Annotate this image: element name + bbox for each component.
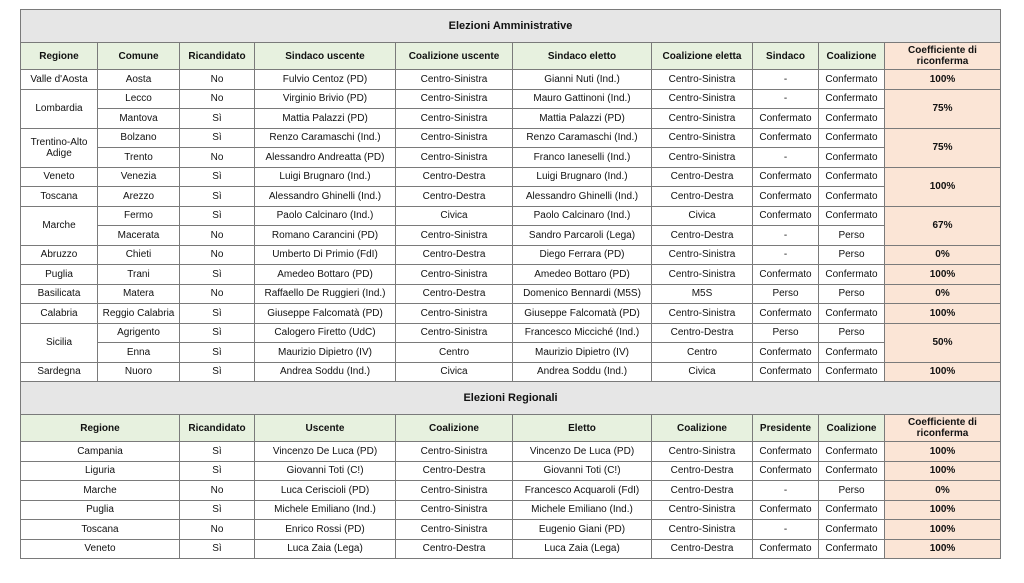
data-cell: Centro-Sinistra <box>396 323 513 343</box>
data-cell: Renzo Caramaschi (Ind.) <box>513 128 652 148</box>
coefficient-cell: 100% <box>885 70 1001 90</box>
data-cell: Domenico Bennardi (M5S) <box>513 284 652 304</box>
data-cell: Paolo Calcinaro (Ind.) <box>513 206 652 226</box>
data-cell: Confermato <box>753 343 819 363</box>
data-cell: Centro-Sinistra <box>652 500 753 520</box>
data-cell: Confermato <box>819 362 885 382</box>
region-cell: Campania <box>21 442 180 462</box>
data-cell: Confermato <box>819 442 885 462</box>
coefficient-cell: 75% <box>885 128 1001 167</box>
table-row <box>21 442 1001 462</box>
data-cell: Centro <box>396 343 513 363</box>
column-header: Ricandidato <box>180 415 255 442</box>
region-cell: Veneto <box>21 167 98 187</box>
coefficient-cell: 100% <box>885 265 1001 285</box>
data-cell: Centro-Destra <box>652 461 753 481</box>
data-cell: Macerata <box>98 226 180 246</box>
data-cell: Perso <box>819 284 885 304</box>
election-table <box>20 9 1001 559</box>
data-cell: Confermato <box>819 206 885 226</box>
table-row <box>21 265 1001 285</box>
column-header: Regione <box>21 43 98 70</box>
table-row <box>21 520 1001 540</box>
data-cell: Arezzo <box>98 187 180 207</box>
data-cell: Centro-Destra <box>396 461 513 481</box>
coefficient-cell: 100% <box>885 304 1001 324</box>
coefficient-cell: 50% <box>885 323 1001 362</box>
data-cell: No <box>180 284 255 304</box>
data-cell: Centro-Sinistra <box>396 304 513 324</box>
data-cell: Trani <box>98 265 180 285</box>
table-row <box>21 167 1001 187</box>
table-row <box>21 323 1001 343</box>
data-cell: Centro-Sinistra <box>652 442 753 462</box>
table-row <box>21 206 1001 226</box>
data-cell: - <box>753 520 819 540</box>
data-cell: Centro-Sinistra <box>396 109 513 129</box>
column-header: Coalizione <box>819 415 885 442</box>
data-cell: Luca Ceriscioli (PD) <box>255 481 396 501</box>
data-cell: Lecco <box>98 89 180 109</box>
coefficient-cell: 100% <box>885 539 1001 559</box>
region-cell: Sicilia <box>21 323 98 362</box>
section-title: Elezioni Amministrative <box>21 10 1001 43</box>
data-cell: Sì <box>180 323 255 343</box>
coefficient-cell: 100% <box>885 500 1001 520</box>
data-cell: Confermato <box>753 128 819 148</box>
data-cell: Luigi Brugnaro (Ind.) <box>513 167 652 187</box>
data-cell: Giuseppe Falcomatà (PD) <box>513 304 652 324</box>
column-header: Coalizione <box>819 43 885 70</box>
data-cell: Confermato <box>753 539 819 559</box>
column-header: Coefficiente di riconferma <box>885 415 1001 442</box>
data-cell: Confermato <box>819 148 885 168</box>
data-cell: Civica <box>396 362 513 382</box>
column-header: Coalizione <box>652 415 753 442</box>
data-cell: Confermato <box>819 70 885 90</box>
data-cell: Confermato <box>819 343 885 363</box>
data-cell: Confermato <box>753 167 819 187</box>
region-cell: Sardegna <box>21 362 98 382</box>
data-cell: Centro-Sinistra <box>652 304 753 324</box>
column-header: Regione <box>21 415 180 442</box>
data-cell: Sì <box>180 128 255 148</box>
data-cell: Michele Emiliano (Ind.) <box>513 500 652 520</box>
data-cell: - <box>753 245 819 265</box>
header-row <box>21 415 1001 442</box>
data-cell: Sì <box>180 109 255 129</box>
data-cell: Centro-Sinistra <box>652 148 753 168</box>
data-cell: Sì <box>180 442 255 462</box>
data-cell: Centro-Sinistra <box>652 70 753 90</box>
data-cell: Centro-Sinistra <box>396 442 513 462</box>
data-cell: Francesco Acquaroli (FdI) <box>513 481 652 501</box>
data-cell: Confermato <box>753 206 819 226</box>
data-cell: Centro-Sinistra <box>652 89 753 109</box>
data-cell: Centro-Sinistra <box>396 265 513 285</box>
data-cell: Virginio Brivio (PD) <box>255 89 396 109</box>
data-cell: Umberto Di Primio (FdI) <box>255 245 396 265</box>
data-cell: Confermato <box>819 500 885 520</box>
data-cell: Centro-Sinistra <box>396 70 513 90</box>
data-cell: Andrea Soddu (Ind.) <box>255 362 396 382</box>
data-cell: Gianni Nuti (Ind.) <box>513 70 652 90</box>
table-row <box>21 539 1001 559</box>
data-cell: Bolzano <box>98 128 180 148</box>
data-cell: Centro-Destra <box>396 167 513 187</box>
data-cell: Civica <box>652 206 753 226</box>
data-cell: Centro-Sinistra <box>396 520 513 540</box>
data-cell: Sì <box>180 343 255 363</box>
data-cell: Alessandro Ghinelli (Ind.) <box>513 187 652 207</box>
table-row <box>21 109 1001 129</box>
data-cell: Giovanni Toti (C!) <box>513 461 652 481</box>
data-cell: - <box>753 481 819 501</box>
data-cell: Nuoro <box>98 362 180 382</box>
data-cell: Sì <box>180 539 255 559</box>
data-cell: Giuseppe Falcomatà (PD) <box>255 304 396 324</box>
data-cell: No <box>180 481 255 501</box>
data-cell: Sì <box>180 187 255 207</box>
column-header: Sindaco uscente <box>255 43 396 70</box>
data-cell: Confermato <box>753 461 819 481</box>
section-title-amministrative <box>21 10 1001 43</box>
table-row <box>21 304 1001 324</box>
data-cell: Centro-Sinistra <box>652 265 753 285</box>
data-cell: Mauro Gattinoni (Ind.) <box>513 89 652 109</box>
data-cell: Centro-Sinistra <box>396 481 513 501</box>
table-row <box>21 187 1001 207</box>
data-cell: Sì <box>180 265 255 285</box>
data-cell: Perso <box>819 245 885 265</box>
data-cell: Michele Emiliano (Ind.) <box>255 500 396 520</box>
data-cell: Centro-Sinistra <box>652 520 753 540</box>
data-cell: Vincenzo De Luca (PD) <box>513 442 652 462</box>
data-cell: Confermato <box>753 265 819 285</box>
data-cell: Confermato <box>819 128 885 148</box>
data-cell: No <box>180 89 255 109</box>
region-cell: Toscana <box>21 520 180 540</box>
data-cell: Mantova <box>98 109 180 129</box>
data-cell: Venezia <box>98 167 180 187</box>
data-cell: Luca Zaia (Lega) <box>255 539 396 559</box>
table-row <box>21 70 1001 90</box>
data-cell: Maurizio Dipietro (IV) <box>513 343 652 363</box>
header-row <box>21 43 1001 70</box>
data-cell: Centro-Destra <box>396 187 513 207</box>
data-cell: Perso <box>819 481 885 501</box>
coefficient-cell: 100% <box>885 461 1001 481</box>
region-cell: Trentino-Alto Adige <box>21 128 98 167</box>
table-row <box>21 362 1001 382</box>
data-cell: Renzo Caramaschi (Ind.) <box>255 128 396 148</box>
data-cell: Centro-Sinistra <box>652 109 753 129</box>
data-cell: Civica <box>652 362 753 382</box>
table-row <box>21 343 1001 363</box>
data-cell: Confermato <box>819 265 885 285</box>
data-cell: Confermato <box>819 520 885 540</box>
data-cell: Confermato <box>753 187 819 207</box>
column-header: Coalizione uscente <box>396 43 513 70</box>
region-cell: Calabria <box>21 304 98 324</box>
data-cell: Giovanni Toti (C!) <box>255 461 396 481</box>
section-title-regionali <box>21 382 1001 415</box>
data-cell: M5S <box>652 284 753 304</box>
data-cell: Confermato <box>753 109 819 129</box>
data-cell: Fermo <box>98 206 180 226</box>
data-cell: Sì <box>180 362 255 382</box>
data-cell: Matera <box>98 284 180 304</box>
data-cell: Centro-Destra <box>396 539 513 559</box>
data-cell: Centro-Sinistra <box>396 226 513 246</box>
data-cell: Centro-Destra <box>652 167 753 187</box>
data-cell: Confermato <box>819 187 885 207</box>
coefficient-cell: 100% <box>885 362 1001 382</box>
data-cell: Raffaello De Ruggieri (Ind.) <box>255 284 396 304</box>
data-cell: Alessandro Ghinelli (Ind.) <box>255 187 396 207</box>
coefficient-cell: 100% <box>885 442 1001 462</box>
data-cell: Sì <box>180 500 255 520</box>
data-cell: - <box>753 226 819 246</box>
data-cell: Centro-Destra <box>396 245 513 265</box>
data-cell: Alessandro Andreatta (PD) <box>255 148 396 168</box>
table-row <box>21 500 1001 520</box>
data-cell: Mattia Palazzi (PD) <box>513 109 652 129</box>
data-cell: Centro-Destra <box>652 226 753 246</box>
region-cell: Marche <box>21 481 180 501</box>
table-row <box>21 245 1001 265</box>
region-cell: Lombardia <box>21 89 98 128</box>
data-cell: Agrigento <box>98 323 180 343</box>
data-cell: Centro-Destra <box>652 539 753 559</box>
region-cell: Valle d'Aosta <box>21 70 98 90</box>
data-cell: Fulvio Centoz (PD) <box>255 70 396 90</box>
data-cell: Centro-Destra <box>396 284 513 304</box>
column-header: Sindaco <box>753 43 819 70</box>
data-cell: Confermato <box>819 539 885 559</box>
data-cell: Mattia Palazzi (PD) <box>255 109 396 129</box>
data-cell: No <box>180 245 255 265</box>
data-cell: Perso <box>819 323 885 343</box>
region-cell: Marche <box>21 206 98 245</box>
data-cell: Sandro Parcaroli (Lega) <box>513 226 652 246</box>
data-cell: Maurizio Dipietro (IV) <box>255 343 396 363</box>
column-header: Uscente <box>255 415 396 442</box>
column-header: Coalizione eletta <box>652 43 753 70</box>
data-cell: Centro-Destra <box>652 187 753 207</box>
data-cell: Confermato <box>819 461 885 481</box>
data-cell: Andrea Soddu (Ind.) <box>513 362 652 382</box>
table-row <box>21 461 1001 481</box>
table-row <box>21 89 1001 109</box>
coefficient-cell: 0% <box>885 481 1001 501</box>
column-header: Coefficiente di riconferma <box>885 43 1001 70</box>
column-header: Ricandidato <box>180 43 255 70</box>
table-row <box>21 148 1001 168</box>
column-header: Comune <box>98 43 180 70</box>
data-cell: Sì <box>180 304 255 324</box>
data-cell: Amedeo Bottaro (PD) <box>255 265 396 285</box>
table-row <box>21 226 1001 246</box>
data-cell: - <box>753 148 819 168</box>
data-cell: Luca Zaia (Lega) <box>513 539 652 559</box>
data-cell: No <box>180 148 255 168</box>
data-cell: Confermato <box>819 167 885 187</box>
coefficient-cell: 100% <box>885 167 1001 206</box>
data-cell: Confermato <box>753 362 819 382</box>
column-header: Sindaco eletto <box>513 43 652 70</box>
data-cell: Centro-Sinistra <box>396 128 513 148</box>
data-cell: Chieti <box>98 245 180 265</box>
data-cell: Amedeo Bottaro (PD) <box>513 265 652 285</box>
coefficient-cell: 0% <box>885 284 1001 304</box>
data-cell: No <box>180 520 255 540</box>
coefficient-cell: 75% <box>885 89 1001 128</box>
data-cell: Sì <box>180 461 255 481</box>
data-cell: Centro-Destra <box>652 481 753 501</box>
data-cell: Centro <box>652 343 753 363</box>
table-row <box>21 128 1001 148</box>
table-row <box>21 284 1001 304</box>
data-cell: Civica <box>396 206 513 226</box>
data-cell: Franco Ianeselli (Ind.) <box>513 148 652 168</box>
data-cell: Confermato <box>753 442 819 462</box>
data-cell: Centro-Sinistra <box>652 245 753 265</box>
region-cell: Toscana <box>21 187 98 207</box>
region-cell: Puglia <box>21 500 180 520</box>
region-cell: Liguria <box>21 461 180 481</box>
data-cell: Centro-Sinistra <box>396 148 513 168</box>
region-cell: Abruzzo <box>21 245 98 265</box>
data-cell: Enna <box>98 343 180 363</box>
column-header: Presidente <box>753 415 819 442</box>
section-title: Elezioni Regionali <box>21 382 1001 415</box>
data-cell: Trento <box>98 148 180 168</box>
data-cell: Eugenio Giani (PD) <box>513 520 652 540</box>
data-cell: Confermato <box>819 109 885 129</box>
data-cell: Sì <box>180 206 255 226</box>
coefficient-cell: 67% <box>885 206 1001 245</box>
data-cell: Centro-Sinistra <box>396 500 513 520</box>
data-cell: Paolo Calcinaro (Ind.) <box>255 206 396 226</box>
data-cell: Centro-Destra <box>652 323 753 343</box>
data-cell: No <box>180 226 255 246</box>
coefficient-cell: 100% <box>885 520 1001 540</box>
table-row <box>21 481 1001 501</box>
region-cell: Puglia <box>21 265 98 285</box>
data-cell: No <box>180 70 255 90</box>
data-cell: - <box>753 70 819 90</box>
region-cell: Basilicata <box>21 284 98 304</box>
data-cell: Perso <box>819 226 885 246</box>
data-cell: Vincenzo De Luca (PD) <box>255 442 396 462</box>
region-cell: Veneto <box>21 539 180 559</box>
data-cell: Confermato <box>819 89 885 109</box>
data-cell: Calogero Firetto (UdC) <box>255 323 396 343</box>
data-cell: - <box>753 89 819 109</box>
data-cell: Romano Carancini (PD) <box>255 226 396 246</box>
column-header: Eletto <box>513 415 652 442</box>
data-cell: Diego Ferrara (PD) <box>513 245 652 265</box>
data-cell: Perso <box>753 323 819 343</box>
data-cell: Confermato <box>753 304 819 324</box>
data-cell: Francesco Micciché (Ind.) <box>513 323 652 343</box>
data-cell: Confermato <box>753 500 819 520</box>
coefficient-cell: 0% <box>885 245 1001 265</box>
data-cell: Centro-Sinistra <box>396 89 513 109</box>
column-header: Coalizione <box>396 415 513 442</box>
data-cell: Enrico Rossi (PD) <box>255 520 396 540</box>
data-cell: Perso <box>753 284 819 304</box>
data-cell: Confermato <box>819 304 885 324</box>
data-cell: Sì <box>180 167 255 187</box>
data-cell: Luigi Brugnaro (Ind.) <box>255 167 396 187</box>
data-cell: Reggio Calabria <box>98 304 180 324</box>
data-cell: Centro-Sinistra <box>652 128 753 148</box>
data-cell: Aosta <box>98 70 180 90</box>
